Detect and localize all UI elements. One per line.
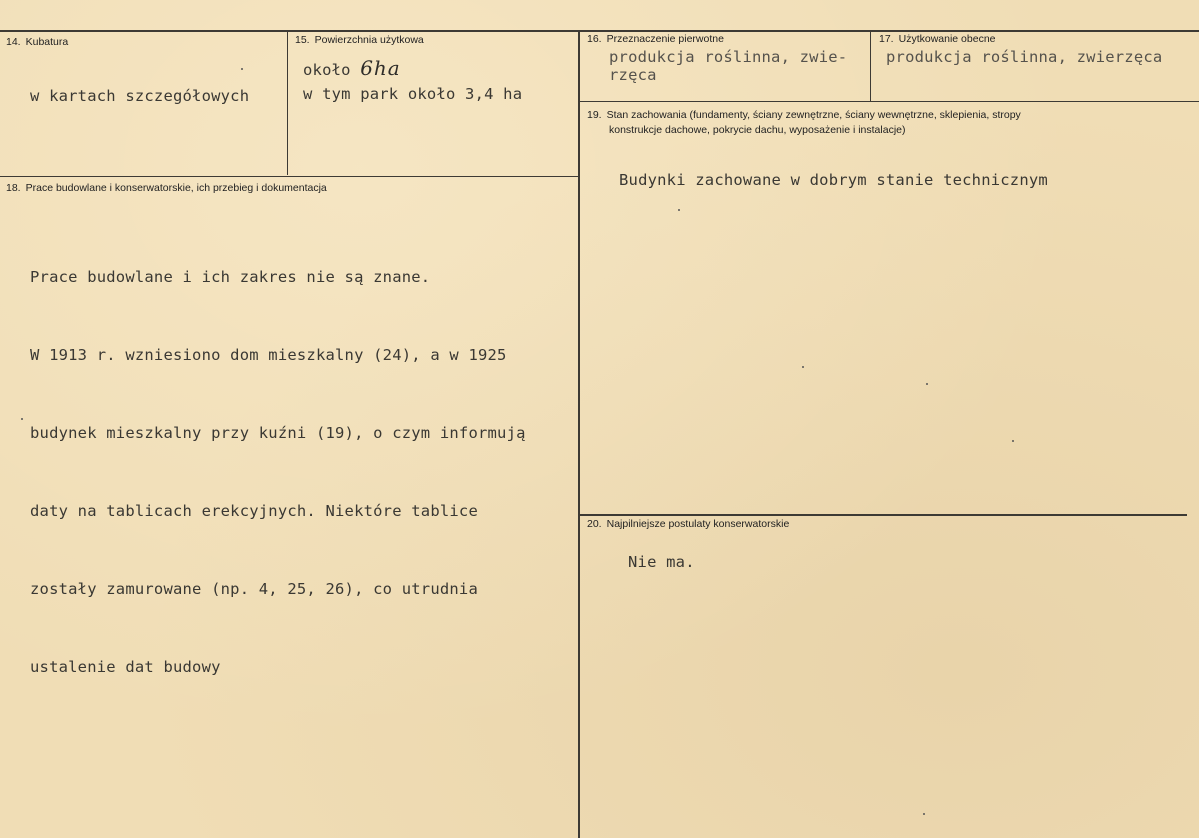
paper-speck [21, 418, 23, 420]
divider-left-right [578, 31, 580, 838]
field-17-label [879, 33, 996, 45]
field-20-number: 20. [587, 518, 602, 530]
field-18-line: ustalenie dat budowy [30, 658, 221, 676]
field-19-value: Budynki zachowane w dobrym stanie technicznym [619, 171, 1048, 189]
rule-above-18 [0, 176, 579, 177]
field-19-number: 19. [587, 109, 602, 121]
field-14-value: w kartach szczegółowych [30, 87, 250, 105]
field-18-line: W 1913 r. wzniesiono dom mieszkalny (24), a w 1925 [30, 346, 507, 364]
divider-16-17 [870, 31, 871, 101]
field-15-value-line2: w tym park około 3,4 ha [303, 85, 523, 103]
field-15-number: 15. [295, 34, 310, 46]
paper-speck [1012, 440, 1014, 442]
top-rule [0, 30, 1199, 32]
field-15-value-line1 [303, 56, 401, 80]
field-15-value-prefix: około [303, 61, 361, 79]
paper-speck [241, 68, 243, 70]
field-16-value-line1: produkcja roślinna, zwie- [609, 48, 848, 66]
field-14-number: 14. [6, 36, 21, 48]
field-20-title: Najpilniejsze postulaty konserwatorskie [606, 518, 790, 530]
field-18-line: zostały zamurowane (np. 4, 25, 26), co utrudnia [30, 580, 478, 598]
field-19-label-line2: konstrukcje dachowe, pokrycie dachu, wyposażenie i instalacje) [609, 124, 906, 136]
field-17-number: 17. [879, 33, 894, 45]
field-17-value: produkcja roślinna, zwierzęca [886, 48, 1163, 66]
field-18-line: budynek mieszkalny przy kuźni (19), o czym informują [30, 424, 526, 442]
rule-above-19 [579, 101, 1199, 102]
divider-14-15 [287, 31, 288, 175]
field-14-label [6, 36, 68, 48]
field-16-number: 16. [587, 33, 602, 45]
field-15-label [295, 34, 424, 46]
field-20-label [587, 518, 789, 530]
field-16-value-line2: rzęca [609, 66, 657, 84]
field-17-title: Użytkowanie obecne [898, 33, 996, 45]
field-15-title: Powierzchnia użytkowa [314, 34, 424, 46]
field-18-line: Prace budowlane i ich zakres nie są znane. [30, 268, 431, 286]
field-16-label [587, 33, 724, 45]
field-19-label [587, 108, 1187, 138]
field-15-handwritten-value: 6ha [360, 56, 401, 80]
paper-speck [923, 813, 925, 815]
field-19-label-line1 [587, 108, 1187, 123]
field-16-title: Przeznaczenie pierwotne [606, 33, 724, 45]
field-20-value: Nie ma. [628, 553, 695, 571]
paper-speck [926, 383, 928, 385]
field-18-line: daty na tablicach erekcyjnych. Niektóre tablice [30, 502, 478, 520]
field-18-number: 18. [6, 182, 21, 194]
rule-above-20 [579, 514, 1187, 516]
field-18-label [6, 182, 327, 194]
paper-speck [678, 209, 680, 211]
field-14-title: Kubatura [25, 36, 69, 48]
field-18-title: Prace budowlane i konserwatorskie, ich przebieg i dokumentacja [25, 182, 327, 194]
paper-speck [802, 366, 804, 368]
field-18-text [30, 212, 526, 732]
field-19-title: Stan zachowania (fundamenty, ściany zewnętrzne, ściany wewnętrzne, sklepienia, stropy [606, 109, 1021, 121]
